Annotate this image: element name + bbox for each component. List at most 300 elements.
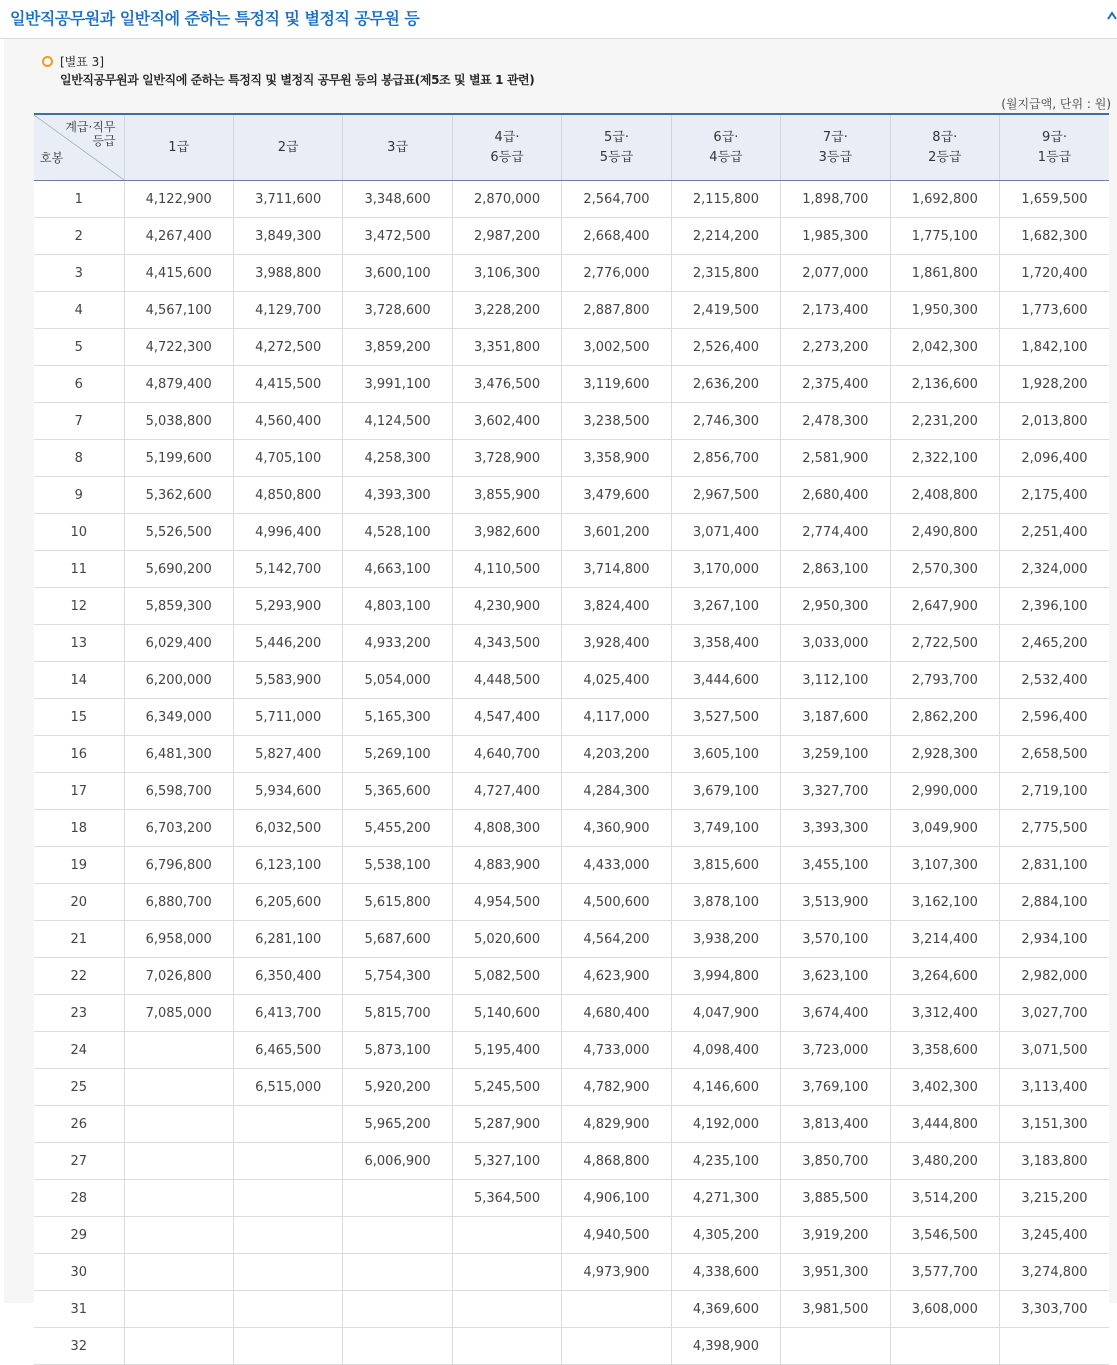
- salary-cell: 2,680,400: [781, 477, 890, 514]
- section-header: [0, 0, 1117, 39]
- salary-cell: 2,775,500: [1000, 810, 1110, 847]
- step-cell: 12: [34, 588, 124, 625]
- step-cell: 4: [34, 292, 124, 329]
- salary-cell: 4,850,800: [233, 477, 342, 514]
- salary-cell: 1,720,400: [1000, 255, 1110, 292]
- salary-cell: 3,264,600: [890, 958, 999, 995]
- salary-cell: 3,113,400: [1000, 1069, 1110, 1106]
- salary-cell: [124, 1291, 233, 1328]
- salary-cell: 4,528,100: [343, 514, 452, 551]
- salary-cell: 4,415,600: [124, 255, 233, 292]
- salary-cell: 2,776,000: [562, 255, 671, 292]
- step-cell: 23: [34, 995, 124, 1032]
- salary-cell: [124, 1069, 233, 1106]
- salary-cell: [452, 1254, 561, 1291]
- salary-cell: 2,042,300: [890, 329, 999, 366]
- salary-cell: 1,659,500: [1000, 181, 1110, 218]
- salary-cell: 4,782,900: [562, 1069, 671, 1106]
- salary-cell: [124, 1106, 233, 1143]
- salary-cell: 3,228,200: [452, 292, 561, 329]
- salary-cell: [233, 1143, 342, 1180]
- table-row: [34, 366, 1109, 403]
- salary-cell: 5,859,300: [124, 588, 233, 625]
- salary-cell: [890, 1328, 999, 1365]
- salary-cell: 1,692,800: [890, 181, 999, 218]
- salary-cell: 3,002,500: [562, 329, 671, 366]
- salary-cell: 3,723,000: [781, 1032, 890, 1069]
- salary-cell: 5,934,600: [233, 773, 342, 810]
- salary-cell: 3,274,800: [1000, 1254, 1110, 1291]
- salary-cell: 3,513,900: [781, 884, 890, 921]
- salary-cell: 3,351,800: [452, 329, 561, 366]
- salary-cell: 2,231,200: [890, 403, 999, 440]
- salary-table: [34, 113, 1109, 1365]
- salary-cell: [1000, 1328, 1110, 1365]
- salary-cell: 5,754,300: [343, 958, 452, 995]
- salary-cell: 4,235,100: [671, 1143, 780, 1180]
- salary-cell: 3,071,500: [1000, 1032, 1110, 1069]
- salary-cell: 2,375,400: [781, 366, 890, 403]
- table-row: [34, 440, 1109, 477]
- salary-cell: 5,327,100: [452, 1143, 561, 1180]
- salary-cell: 4,272,500: [233, 329, 342, 366]
- column-header: [1000, 114, 1110, 181]
- salary-cell: 4,500,600: [562, 884, 671, 921]
- table-body: [34, 181, 1109, 1365]
- salary-cell: 5,583,900: [233, 662, 342, 699]
- salary-cell: 3,444,600: [671, 662, 780, 699]
- salary-cell: 3,938,200: [671, 921, 780, 958]
- table-row: [34, 662, 1109, 699]
- salary-cell: 1,985,300: [781, 218, 890, 255]
- salary-cell: 4,933,200: [343, 625, 452, 662]
- salary-cell: 4,868,800: [562, 1143, 671, 1180]
- table-row: [34, 329, 1109, 366]
- salary-cell: 4,906,100: [562, 1180, 671, 1217]
- salary-cell: [124, 1254, 233, 1291]
- salary-cell: 2,408,800: [890, 477, 999, 514]
- salary-cell: 1,842,100: [1000, 329, 1110, 366]
- salary-cell: 4,973,900: [562, 1254, 671, 1291]
- salary-cell: 3,850,700: [781, 1143, 890, 1180]
- table-row: [34, 514, 1109, 551]
- salary-cell: 3,151,300: [1000, 1106, 1110, 1143]
- table-row: [34, 1180, 1109, 1217]
- salary-cell: 1,682,300: [1000, 218, 1110, 255]
- salary-cell: 2,478,300: [781, 403, 890, 440]
- salary-cell: 2,173,400: [781, 292, 890, 329]
- salary-cell: 3,988,800: [233, 255, 342, 292]
- salary-cell: 4,110,500: [452, 551, 561, 588]
- salary-cell: 2,856,700: [671, 440, 780, 477]
- table-row: [34, 218, 1109, 255]
- salary-cell: 3,674,400: [781, 995, 890, 1032]
- step-cell: 16: [34, 736, 124, 773]
- salary-cell: 2,396,100: [1000, 588, 1110, 625]
- salary-cell: 4,547,400: [452, 699, 561, 736]
- salary-cell: [233, 1328, 342, 1365]
- salary-cell: 5,365,600: [343, 773, 452, 810]
- salary-cell: 6,465,500: [233, 1032, 342, 1069]
- salary-cell: 3,527,500: [671, 699, 780, 736]
- salary-cell: 2,526,400: [671, 329, 780, 366]
- salary-cell: 6,413,700: [233, 995, 342, 1032]
- salary-cell: 3,608,000: [890, 1291, 999, 1328]
- table-row: [34, 1032, 1109, 1069]
- salary-cell: 4,567,100: [124, 292, 233, 329]
- salary-cell: 3,472,500: [343, 218, 452, 255]
- salary-cell: 6,880,700: [124, 884, 233, 921]
- salary-cell: 5,920,200: [343, 1069, 452, 1106]
- salary-cell: [233, 1106, 342, 1143]
- salary-cell: 6,200,000: [124, 662, 233, 699]
- column-header-line1: 4급·: [494, 129, 520, 145]
- table-row: [34, 255, 1109, 292]
- salary-cell: 4,733,000: [562, 1032, 671, 1069]
- salary-cell: 4,230,900: [452, 588, 561, 625]
- column-header: [452, 114, 561, 181]
- salary-cell: 2,884,100: [1000, 884, 1110, 921]
- salary-cell: 6,123,100: [233, 847, 342, 884]
- section-title: 일반직공무원과 일반직에 준하는 특정직 및 별정직 공무원 등: [10, 9, 420, 28]
- salary-cell: 3,187,600: [781, 699, 890, 736]
- salary-cell: 4,192,000: [671, 1106, 780, 1143]
- salary-cell: 3,546,500: [890, 1217, 999, 1254]
- salary-cell: 6,006,900: [343, 1143, 452, 1180]
- salary-cell: 6,481,300: [124, 736, 233, 773]
- table-row: [34, 847, 1109, 884]
- salary-cell: 4,271,300: [671, 1180, 780, 1217]
- table-row: [34, 292, 1109, 329]
- table-row: [34, 1328, 1109, 1365]
- salary-cell: 3,605,100: [671, 736, 780, 773]
- column-header-line1: 2급: [277, 139, 299, 155]
- salary-cell: 3,749,100: [671, 810, 780, 847]
- salary-cell: 7,085,000: [124, 995, 233, 1032]
- salary-cell: [124, 1328, 233, 1365]
- salary-cell: 3,728,600: [343, 292, 452, 329]
- step-cell: 17: [34, 773, 124, 810]
- salary-cell: 2,175,400: [1000, 477, 1110, 514]
- salary-cell: 4,623,900: [562, 958, 671, 995]
- table-row: [34, 1254, 1109, 1291]
- salary-cell: 3,107,300: [890, 847, 999, 884]
- salary-cell: [343, 1254, 452, 1291]
- column-header-line2: 3등급: [818, 149, 853, 165]
- salary-cell: 2,950,300: [781, 588, 890, 625]
- salary-cell: 4,343,500: [452, 625, 561, 662]
- table-row: [34, 625, 1109, 662]
- salary-cell: 4,879,400: [124, 366, 233, 403]
- salary-cell: 2,419,500: [671, 292, 780, 329]
- salary-cell: 2,136,600: [890, 366, 999, 403]
- step-cell: 15: [34, 699, 124, 736]
- salary-cell: 3,714,800: [562, 551, 671, 588]
- salary-cell: 4,954,500: [452, 884, 561, 921]
- step-cell: 25: [34, 1069, 124, 1106]
- salary-cell: 2,273,200: [781, 329, 890, 366]
- table-row: [34, 699, 1109, 736]
- column-header-line2: 4등급: [709, 149, 743, 165]
- salary-cell: 6,703,200: [124, 810, 233, 847]
- salary-cell: 3,570,100: [781, 921, 890, 958]
- step-cell: 32: [34, 1328, 124, 1365]
- salary-cell: 2,863,100: [781, 551, 890, 588]
- salary-cell: 4,047,900: [671, 995, 780, 1032]
- salary-cell: 4,727,400: [452, 773, 561, 810]
- salary-cell: 4,124,500: [343, 403, 452, 440]
- salary-cell: 5,615,800: [343, 884, 452, 921]
- salary-cell: 6,349,000: [124, 699, 233, 736]
- step-cell: 8: [34, 440, 124, 477]
- salary-cell: 4,640,700: [452, 736, 561, 773]
- salary-cell: 3,112,100: [781, 662, 890, 699]
- salary-cell: 3,033,000: [781, 625, 890, 662]
- salary-cell: 3,238,500: [562, 403, 671, 440]
- salary-cell: 5,526,500: [124, 514, 233, 551]
- salary-cell: 3,162,100: [890, 884, 999, 921]
- salary-cell: 2,077,000: [781, 255, 890, 292]
- column-header-line1: 5급·: [603, 129, 629, 145]
- salary-cell: 4,369,600: [671, 1291, 780, 1328]
- salary-cell: 4,722,300: [124, 329, 233, 366]
- salary-cell: [343, 1291, 452, 1328]
- step-cell: 24: [34, 1032, 124, 1069]
- table-row: [34, 958, 1109, 995]
- salary-cell: 1,898,700: [781, 181, 890, 218]
- salary-cell: 1,928,200: [1000, 366, 1110, 403]
- salary-cell: 3,479,600: [562, 477, 671, 514]
- salary-cell: 4,803,100: [343, 588, 452, 625]
- salary-cell: 2,668,400: [562, 218, 671, 255]
- salary-cell: 3,623,100: [781, 958, 890, 995]
- salary-cell: [452, 1217, 561, 1254]
- salary-cell: 5,687,600: [343, 921, 452, 958]
- column-header-line1: 7급·: [822, 129, 848, 145]
- salary-cell: [781, 1328, 890, 1365]
- column-header: [890, 114, 999, 181]
- salary-cell: 5,815,700: [343, 995, 452, 1032]
- salary-cell: 2,870,000: [452, 181, 561, 218]
- salary-cell: 4,398,900: [671, 1328, 780, 1365]
- table-row: [34, 810, 1109, 847]
- column-header: [124, 114, 233, 181]
- salary-cell: 2,636,200: [671, 366, 780, 403]
- table-row: [34, 995, 1109, 1032]
- salary-cell: 3,312,400: [890, 995, 999, 1032]
- salary-cell: 3,214,400: [890, 921, 999, 958]
- step-cell: 27: [34, 1143, 124, 1180]
- step-cell: 3: [34, 255, 124, 292]
- table-header-row: [34, 114, 1109, 181]
- salary-cell: 3,600,100: [343, 255, 452, 292]
- salary-cell: 2,532,400: [1000, 662, 1110, 699]
- salary-cell: [562, 1291, 671, 1328]
- salary-cell: 3,358,900: [562, 440, 671, 477]
- salary-cell: [233, 1254, 342, 1291]
- salary-cell: 3,601,200: [562, 514, 671, 551]
- salary-cell: [124, 1217, 233, 1254]
- salary-cell: 6,515,000: [233, 1069, 342, 1106]
- column-header-line2: 5등급: [599, 149, 634, 165]
- step-cell: 19: [34, 847, 124, 884]
- salary-cell: 2,658,500: [1000, 736, 1110, 773]
- salary-cell: 2,990,000: [890, 773, 999, 810]
- bullet-icon: [42, 56, 53, 67]
- salary-cell: 5,873,100: [343, 1032, 452, 1069]
- column-header: [781, 114, 890, 181]
- table-row: [34, 477, 1109, 514]
- table-row: [34, 773, 1109, 810]
- salary-cell: 2,722,500: [890, 625, 999, 662]
- salary-cell: 3,885,500: [781, 1180, 890, 1217]
- salary-cell: 4,705,100: [233, 440, 342, 477]
- salary-cell: 3,855,900: [452, 477, 561, 514]
- corner-header-cell: [34, 114, 124, 181]
- salary-cell: 3,994,800: [671, 958, 780, 995]
- table-row: [34, 1217, 1109, 1254]
- salary-cell: 3,476,500: [452, 366, 561, 403]
- salary-cell: 4,098,400: [671, 1032, 780, 1069]
- corner-top-line2: 등급: [92, 134, 116, 148]
- column-header-line1: 6급·: [713, 129, 739, 145]
- salary-cell: 5,195,400: [452, 1032, 561, 1069]
- table-row: [34, 1106, 1109, 1143]
- salary-cell: 3,991,100: [343, 366, 452, 403]
- salary-cell: 6,350,400: [233, 958, 342, 995]
- salary-cell: 3,728,900: [452, 440, 561, 477]
- salary-cell: 4,940,500: [562, 1217, 671, 1254]
- table-row: [34, 551, 1109, 588]
- salary-cell: 2,934,100: [1000, 921, 1110, 958]
- salary-cell: 5,827,400: [233, 736, 342, 773]
- salary-cell: 5,269,100: [343, 736, 452, 773]
- chevron-up-icon[interactable]: [1107, 10, 1117, 26]
- salary-cell: 4,393,300: [343, 477, 452, 514]
- column-header: [233, 114, 342, 181]
- salary-cell: [124, 1143, 233, 1180]
- step-cell: 7: [34, 403, 124, 440]
- step-cell: 18: [34, 810, 124, 847]
- salary-cell: 5,455,200: [343, 810, 452, 847]
- salary-cell: 3,027,700: [1000, 995, 1110, 1032]
- salary-cell: 3,982,600: [452, 514, 561, 551]
- content-panel: [4, 39, 1117, 1354]
- salary-cell: 4,122,900: [124, 181, 233, 218]
- salary-cell: 3,303,700: [1000, 1291, 1110, 1328]
- salary-cell: 4,829,900: [562, 1106, 671, 1143]
- salary-cell: 5,711,000: [233, 699, 342, 736]
- salary-cell: 4,025,400: [562, 662, 671, 699]
- salary-cell: 2,774,400: [781, 514, 890, 551]
- column-header-line2: 6등급: [490, 149, 524, 165]
- salary-cell: 3,267,100: [671, 588, 780, 625]
- salary-cell: 2,465,200: [1000, 625, 1110, 662]
- column-header-line2: 2등급: [928, 149, 962, 165]
- column-header-line2: 1등급: [1037, 149, 1072, 165]
- salary-cell: 2,581,900: [781, 440, 890, 477]
- table-row: [34, 403, 1109, 440]
- salary-cell: 3,245,400: [1000, 1217, 1110, 1254]
- salary-cell: 6,029,400: [124, 625, 233, 662]
- salary-cell: 1,773,600: [1000, 292, 1110, 329]
- salary-cell: 3,183,800: [1000, 1143, 1110, 1180]
- salary-cell: 1,950,300: [890, 292, 999, 329]
- salary-cell: 4,663,100: [343, 551, 452, 588]
- step-cell: 13: [34, 625, 124, 662]
- salary-cell: 3,919,200: [781, 1217, 890, 1254]
- salary-cell: 2,928,300: [890, 736, 999, 773]
- salary-cell: 4,560,400: [233, 403, 342, 440]
- column-header: [671, 114, 780, 181]
- salary-cell: 3,514,200: [890, 1180, 999, 1217]
- salary-cell: [124, 1180, 233, 1217]
- salary-cell: 2,596,400: [1000, 699, 1110, 736]
- salary-cell: 4,883,900: [452, 847, 561, 884]
- salary-cell: 2,746,300: [671, 403, 780, 440]
- salary-cell: 5,690,200: [124, 551, 233, 588]
- salary-cell: 3,769,100: [781, 1069, 890, 1106]
- column-header-line1: 8급·: [932, 129, 958, 145]
- table-row: [34, 1143, 1109, 1180]
- salary-cell: [452, 1328, 561, 1365]
- salary-cell: 3,170,000: [671, 551, 780, 588]
- salary-cell: 4,129,700: [233, 292, 342, 329]
- column-header: [562, 114, 671, 181]
- salary-cell: 2,719,100: [1000, 773, 1110, 810]
- step-cell: 21: [34, 921, 124, 958]
- salary-cell: 3,711,600: [233, 181, 342, 218]
- salary-cell: 6,205,600: [233, 884, 342, 921]
- salary-cell: 2,115,800: [671, 181, 780, 218]
- salary-cell: [452, 1291, 561, 1328]
- salary-cell: 3,402,300: [890, 1069, 999, 1106]
- salary-cell: 2,251,400: [1000, 514, 1110, 551]
- salary-cell: 5,020,600: [452, 921, 561, 958]
- step-cell: 31: [34, 1291, 124, 1328]
- salary-cell: 2,570,300: [890, 551, 999, 588]
- salary-cell: 3,259,100: [781, 736, 890, 773]
- salary-cell: 2,887,800: [562, 292, 671, 329]
- salary-cell: 5,364,500: [452, 1180, 561, 1217]
- salary-cell: 3,824,400: [562, 588, 671, 625]
- salary-cell: 4,117,000: [562, 699, 671, 736]
- salary-cell: 3,327,700: [781, 773, 890, 810]
- salary-cell: 3,849,300: [233, 218, 342, 255]
- salary-cell: 2,982,000: [1000, 958, 1110, 995]
- salary-cell: 3,444,800: [890, 1106, 999, 1143]
- corner-top-line1: 계급·직무: [65, 120, 116, 134]
- salary-cell: 3,981,500: [781, 1291, 890, 1328]
- salary-cell: 2,096,400: [1000, 440, 1110, 477]
- salary-cell: 3,878,100: [671, 884, 780, 921]
- salary-cell: 2,862,200: [890, 699, 999, 736]
- salary-cell: 3,577,700: [890, 1254, 999, 1291]
- salary-cell: 3,071,400: [671, 514, 780, 551]
- salary-cell: 5,362,600: [124, 477, 233, 514]
- salary-cell: 4,564,200: [562, 921, 671, 958]
- salary-cell: 2,793,700: [890, 662, 999, 699]
- salary-cell: 3,815,600: [671, 847, 780, 884]
- step-cell: 1: [34, 181, 124, 218]
- step-cell: 22: [34, 958, 124, 995]
- salary-cell: 2,324,000: [1000, 551, 1110, 588]
- salary-cell: 3,602,400: [452, 403, 561, 440]
- salary-cell: 5,142,700: [233, 551, 342, 588]
- salary-cell: 5,038,800: [124, 403, 233, 440]
- step-cell: 26: [34, 1106, 124, 1143]
- salary-cell: 6,032,500: [233, 810, 342, 847]
